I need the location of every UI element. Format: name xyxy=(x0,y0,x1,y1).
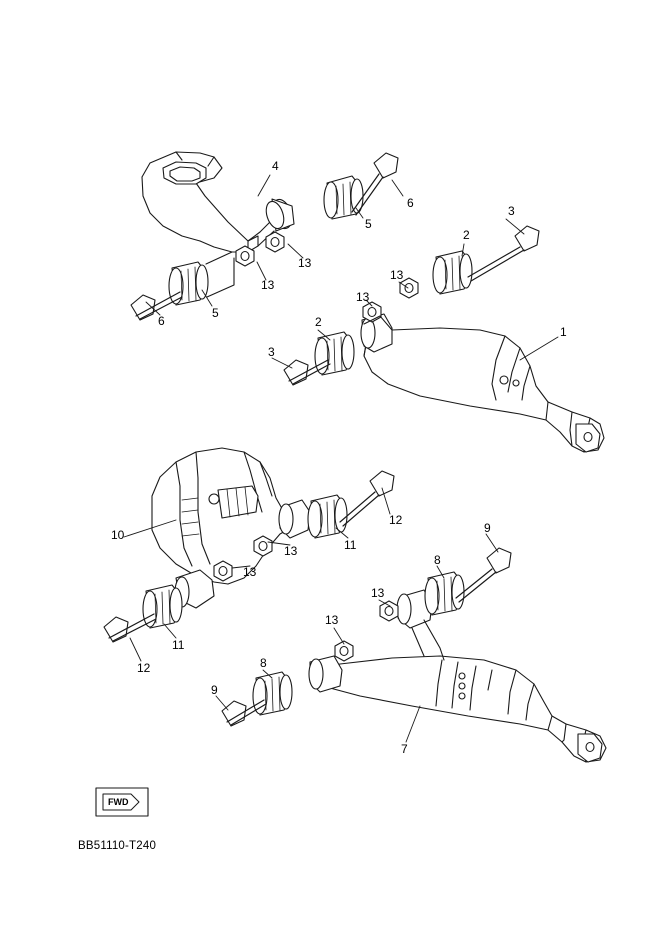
bushing-11-lower xyxy=(143,585,182,628)
bolt-3-upper xyxy=(468,226,539,281)
bushing-11-upper xyxy=(308,495,347,538)
callout-3b: 3 xyxy=(268,345,275,359)
lower-right-arm-7 xyxy=(309,590,606,762)
callout-6b: 6 xyxy=(158,314,165,328)
callout-7: 7 xyxy=(401,742,408,756)
diagram-part-code: BB51110-T240 xyxy=(78,840,157,852)
nut-13-a xyxy=(266,232,284,252)
callout-5a: 5 xyxy=(365,217,372,231)
upper-right-arm-1 xyxy=(361,314,604,452)
callout-12a: 12 xyxy=(389,513,403,527)
callout-10: 10 xyxy=(111,528,125,542)
lower-left-arm-10 xyxy=(152,448,310,608)
callout-9b: 9 xyxy=(211,683,218,697)
callout-6a: 6 xyxy=(407,196,414,210)
callout-8b: 8 xyxy=(260,656,267,670)
callout-2b: 2 xyxy=(315,315,322,329)
callout-8a: 8 xyxy=(434,553,441,567)
bushing-8-upper xyxy=(425,572,464,615)
callout-13g: 13 xyxy=(371,586,385,600)
callout-11a: 11 xyxy=(344,538,357,552)
callout-13a: 13 xyxy=(298,256,312,270)
bolt-12-upper xyxy=(340,471,394,526)
callout-13f: 13 xyxy=(243,565,257,579)
callout-1: 1 xyxy=(560,325,567,339)
callout-13h: 13 xyxy=(325,613,339,627)
nut-13-b xyxy=(236,246,254,266)
callout-13c: 13 xyxy=(390,268,404,282)
nut-13-f xyxy=(214,561,232,581)
callout-13d: 13 xyxy=(356,290,370,304)
nut-13-e xyxy=(254,536,272,556)
callout-13e: 13 xyxy=(284,544,298,558)
fwd-arrow-label: FWD xyxy=(108,797,129,807)
bushing-2-upper xyxy=(433,251,472,294)
callout-12b: 12 xyxy=(137,661,151,675)
callout-2a: 2 xyxy=(463,228,470,242)
nut-13-d xyxy=(363,302,381,322)
callout-11b: 11 xyxy=(172,638,185,652)
callout-3a: 3 xyxy=(508,204,515,218)
callout-9a: 9 xyxy=(484,521,491,535)
bushing-5-lower xyxy=(169,252,234,305)
callout-4: 4 xyxy=(272,159,279,173)
nut-13-g xyxy=(380,601,398,621)
callout-13b: 13 xyxy=(261,278,275,292)
callout-5b: 5 xyxy=(212,306,219,320)
